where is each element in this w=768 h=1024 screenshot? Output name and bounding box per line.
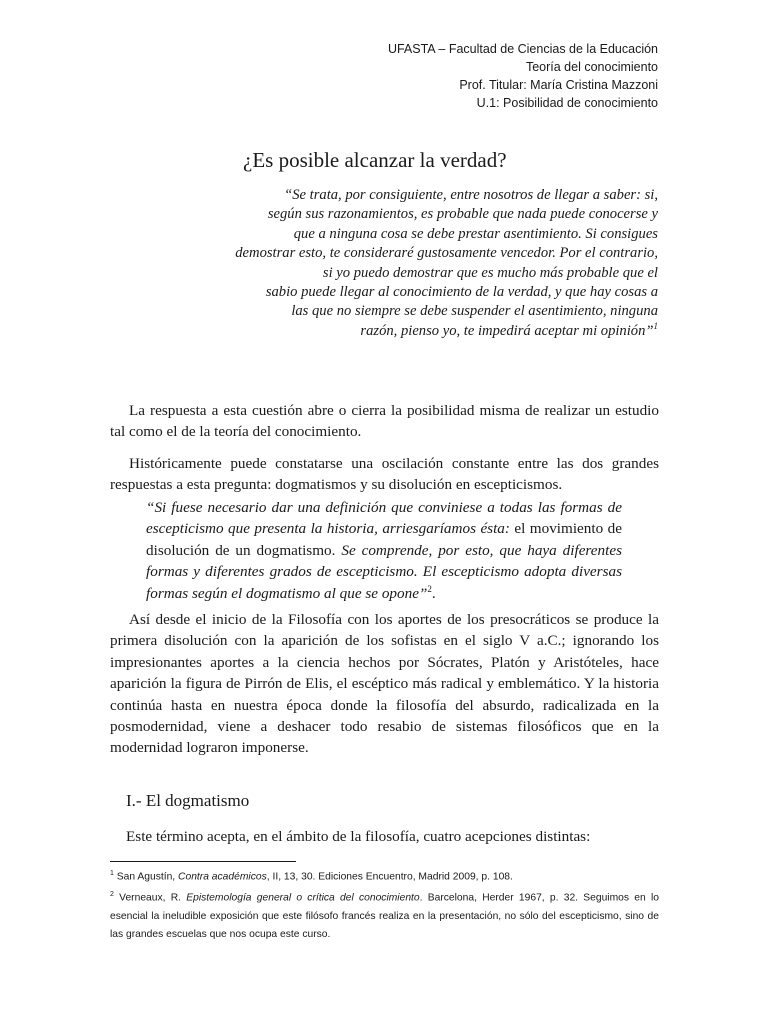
block-quote xyxy=(146,497,622,604)
quote-part-1: “Si fuese necesario dar una definición que conviniese a todas las formas de escepticismo que presenta la historia, arriesgaríamos ésta: xyxy=(146,499,622,538)
footnote-title: Epistemología general o crítica del conocimiento xyxy=(186,892,420,904)
header-course: Teoría del conocimiento xyxy=(525,60,658,74)
footnote-title: Contra académicos xyxy=(178,871,267,883)
footnote-text: , II, 13, 30. Ediciones Encuentro, Madrid 2009, p. 108. xyxy=(266,871,513,883)
epigraph-line: que a ninguna cosa se debe prestar asentimiento. Si consigues xyxy=(293,225,658,242)
quote-part-3: Se comprende, por esto, que haya diferentes formas y diferentes grados de escepticismo. El escepticismo adopta diversas formas según el dogmatismo al que se opone” xyxy=(146,541,622,602)
footnote-2 xyxy=(110,886,659,943)
epigraph-line xyxy=(158,322,658,341)
footnote-ref-2[interactable]: 2 xyxy=(427,583,432,594)
header-professor: Prof. Titular: María Cristina Mazzoni xyxy=(459,78,658,92)
footnotes xyxy=(110,865,659,944)
header-unit: U.1: Posibilidad de conocimiento xyxy=(476,96,658,110)
quote-part-2: el movimiento de disolución de un dogmatismo. xyxy=(146,520,622,559)
epigraph-line: si yo puedo demostrar que es mucho más probable que el xyxy=(322,264,658,281)
footnote-number: 2 xyxy=(110,891,114,899)
epigraph-quote xyxy=(158,186,658,341)
page-header xyxy=(388,40,658,112)
footnote-1 xyxy=(110,865,659,886)
quote-end: . xyxy=(431,584,436,602)
footnote-separator xyxy=(110,861,296,862)
section-heading: I.- El dogmatismo xyxy=(126,791,250,810)
epigraph-line: “Se trata, por consiguiente, entre nosotros de llegar a saber: si, xyxy=(284,187,658,203)
paragraph-definition-intro: Este término acepta, en el ámbito de la filosofía, cuatro acepciones distintas: xyxy=(126,828,591,845)
paragraph-history: Así desde el inicio de la Filosofía con los aportes de los presocráticos se produce la primera disolución con la aparición de los sofistas en el siglo V a.C.; ignorando los impresionantes aportes a la ciencia hechos por Sócrates, Platón y Aristóteles, hace aparición la figura de Pirrón de Elis, el escéptico más radical y emblemático. Y la historia continúa hasta en nuestra época donde la filosofía del absurdo, radicalizada en la posmodernidad, viene a deshacer todo resabio de sistemas filosóficos que en la modernidad lograron imponerse. xyxy=(110,611,659,757)
footnote-number: 1 xyxy=(110,870,114,877)
epigraph-line: sabio puede llegar al conocimiento de la verdad, y que hay cosas a xyxy=(265,284,658,301)
footnote-text: San Agustín, xyxy=(113,871,179,883)
page-title: ¿Es posible alcanzar la verdad? xyxy=(243,148,507,172)
footnote-text: Verneaux, R. xyxy=(113,892,187,904)
paragraph-historical: Históricamente puede constatarse una oscilación constante entre las dos grandes respuestas a esta pregunta: dogmatismos y su disolución en escepticismos. xyxy=(110,455,659,494)
epigraph-line: las que no siempre se debe suspender el asentimiento, ninguna xyxy=(291,303,658,320)
footnote-ref-1[interactable]: 1 xyxy=(653,320,658,331)
paragraph-intro: La respuesta a esta cuestión abre o cierra la posibilidad misma de realizar un estudio tal como el de la teoría del conocimiento. xyxy=(110,402,659,441)
header-institution: UFASTA – Facultad de Ciencias de la Educación xyxy=(387,42,658,56)
epigraph-line: demostrar esto, te consideraré gustosamente vencedor. Por el contrario, xyxy=(235,245,658,262)
epigraph-line: según sus razonamientos, es probable que nada puede conocerse y xyxy=(267,206,658,223)
epigraph-line-text: razón, pienso yo, te impedirá aceptar mi opinión” xyxy=(360,322,654,339)
footnote-text: . Barcelona, Herder 1967, p. 32. Seguimos en lo esencial la ineludible exposición que este filósofo francés realiza en la presentación, no sólo del escepticismo, sino de las grandes escuelas que nos ocupa este curso. xyxy=(110,892,659,940)
